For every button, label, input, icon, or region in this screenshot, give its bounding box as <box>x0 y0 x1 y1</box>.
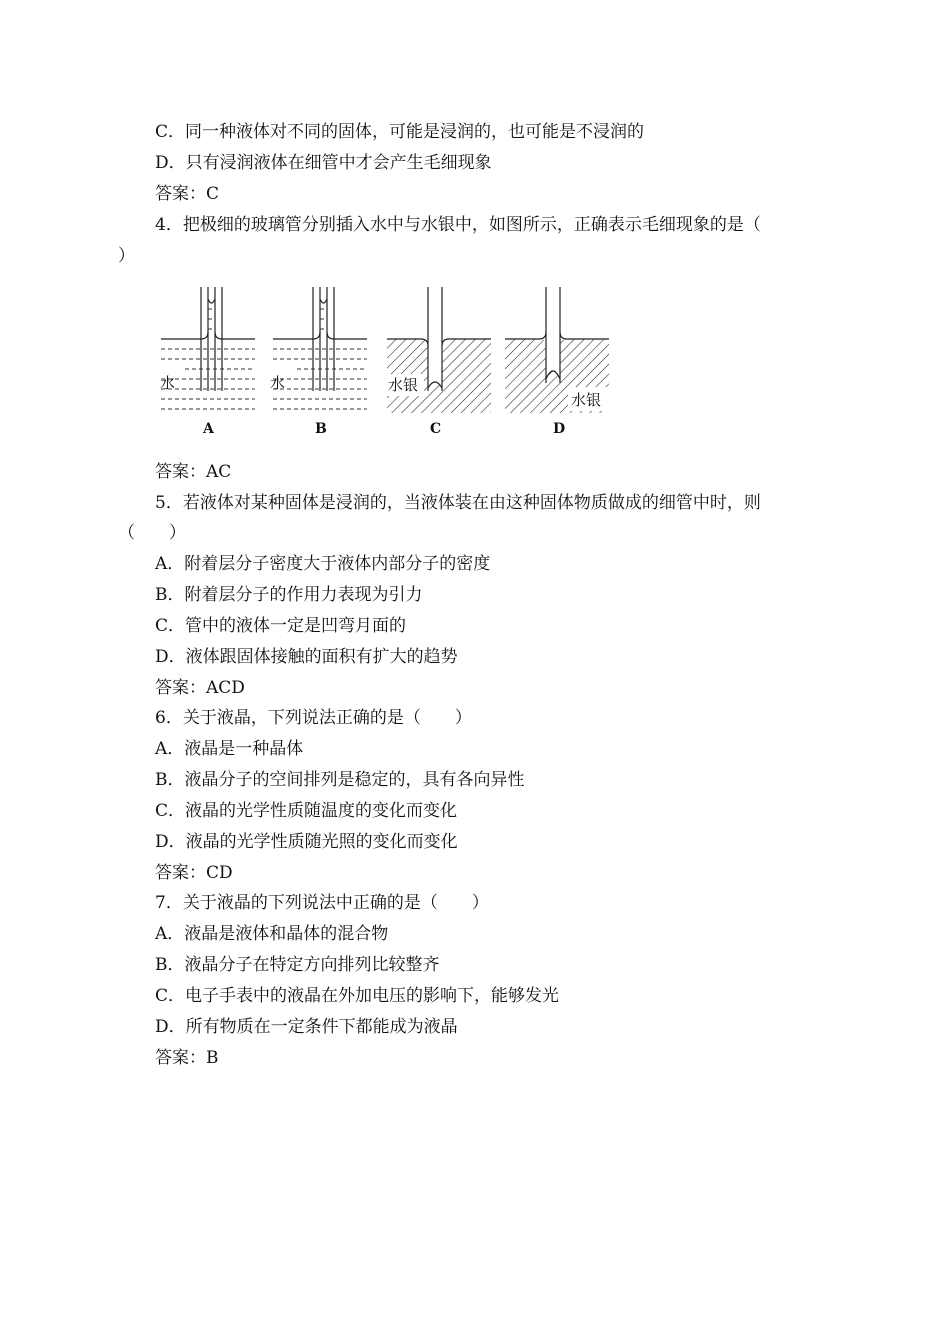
q6-option-a: A．液晶是一种晶体 <box>155 739 304 759</box>
q7-stem: 7．关于液晶的下列说法中正确的是（ ） <box>155 893 489 913</box>
panel-b-water-label: 水 <box>270 374 286 392</box>
q3-answer: 答案：C <box>155 184 220 204</box>
q4-stem-line2: ） <box>118 246 135 266</box>
q6-option-d: D．液晶的光学性质随光照的变化而变化 <box>155 832 458 852</box>
panel-a-diagram <box>161 287 255 409</box>
q7-option-d: D．所有物质在一定条件下都能成为液晶 <box>155 1017 458 1037</box>
q6-stem: 6．关于液晶，下列说法正确的是（ ） <box>155 708 472 728</box>
panel-c-label: C <box>430 421 442 437</box>
q5-option-b: B．附着层分子的作用力表现为引力 <box>155 585 423 605</box>
q7-option-c: C．电子手表中的液晶在外加电压的影响下，能够发光 <box>155 986 560 1006</box>
q5-answer: 答案：ACD <box>155 678 245 698</box>
panel-a-label: A <box>203 421 214 437</box>
q5-stem-line2: （ ） <box>118 523 186 543</box>
panel-c-mercury-label: 水银 <box>388 376 419 394</box>
q7-option-a: A．液晶是液体和晶体的混合物 <box>155 924 389 944</box>
panel-d-mercury-label: 水银 <box>571 391 602 409</box>
q7-option-b: B．液晶分子在特定方向排列比较整齐 <box>155 955 440 975</box>
capillary-figure <box>155 283 625 443</box>
q5-option-a: A．附着层分子密度大于液体内部分子的密度 <box>155 554 491 574</box>
q4-answer: 答案：AC <box>155 462 232 482</box>
panel-b-diagram <box>273 287 367 409</box>
q6-option-b: B．液晶分子的空间排列是稳定的，具有各向异性 <box>155 770 525 790</box>
q3-option-d: D．只有浸润液体在细管中才会产生毛细现象 <box>155 153 492 173</box>
q5-option-c: C．管中的液体一定是凹弯月面的 <box>155 616 407 636</box>
q4-stem-line1: 4．把极细的玻璃管分别插入水中与水银中，如图所示，正确表示毛细现象的是（ <box>155 215 761 235</box>
panel-c-diagram <box>386 287 491 413</box>
q6-option-c: C．液晶的光学性质随温度的变化而变化 <box>155 801 458 821</box>
panel-a-water-label: 水 <box>160 374 176 392</box>
q5-stem-line1: 5．若液体对某种固体是浸润的，当液体装在由这种固体物质做成的细管中时，则 <box>155 493 761 513</box>
q3-option-c: C．同一种液体对不同的固体，可能是浸润的，也可能是不浸润的 <box>155 122 645 142</box>
q7-answer: 答案：B <box>155 1048 219 1068</box>
q6-answer: 答案：CD <box>155 863 233 883</box>
q5-option-d: D．液体跟固体接触的面积有扩大的趋势 <box>155 647 458 667</box>
panel-b-label: B <box>315 421 327 437</box>
panel-d-label: D <box>553 421 566 437</box>
